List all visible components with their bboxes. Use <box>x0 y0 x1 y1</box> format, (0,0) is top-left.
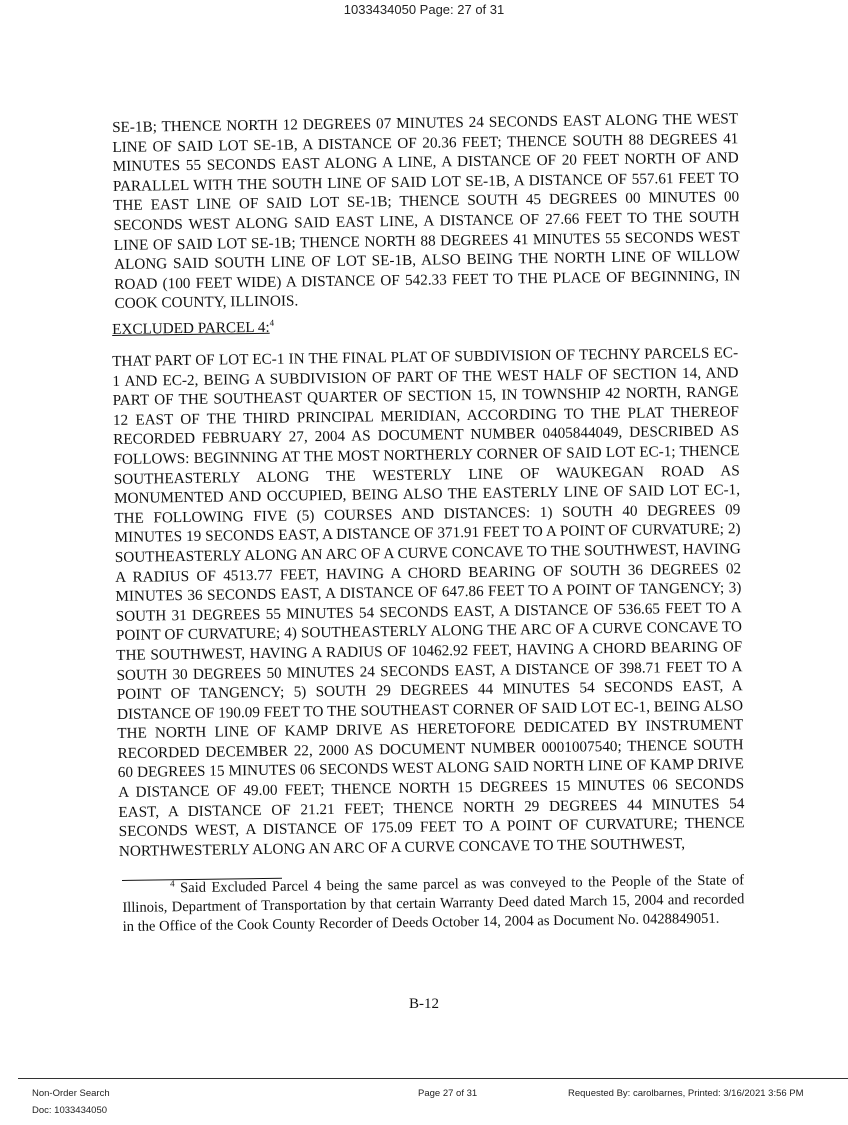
page-header: 1033434050 Page: 27 of 31 <box>343 2 505 17</box>
footer-divider <box>18 1078 848 1079</box>
paragraph-text: SE-1B; THENCE NORTH 12 DEGREES 07 MINUTES 24 SECONDS EAST ALONG THE WEST LINE OF SAID LOT SE-1B, A DISTANCE OF 20.36 FEET; THENCE SOUTH 88 DEGREES 41 MINUTES 55 SECONDS EAST ALONG A LINE, A DISTANCE OF 20 FEET NORTH OF AND PARALLEL WITH THE SOUTH LINE OF SAID LOT SE-1B, A DISTANCE OF 557.61 FEET TO THE EAST LINE OF SAID LOT SE-1B; THENCE SOUTH 45 DEGREES 00 MINUTES 00 SECONDS WEST ALONG SAID EAST LINE, A DISTANCE OF 27.66 FEET TO THE SOUTH LINE OF SAID LOT SE-1B; THENCE NORTH 88 DEGREES 41 MINUTES 55 SECONDS WEST ALONG SAID SOUTH LINE OF LOT SE-1B, ALSO BEING THE NORTH LINE OF WILLOW ROAD (100 FEET WIDE) A DISTANCE OF 542.33 FEET TO THE PLACE OF BEGINNING, IN COOK COUNTY, ILLINOIS. <box>112 110 741 313</box>
section-heading <box>112 311 738 339</box>
footer-doc-number: Doc: 1033434050 <box>32 1105 108 1116</box>
heading-text: EXCLUDED PARCEL 4: <box>112 318 270 338</box>
footnote-reference: 4 <box>269 317 275 328</box>
footer-requested-by: Requested By: carolbarnes, Printed: 3/16/2021 3:56 PM <box>568 1088 804 1099</box>
footer-page-count: Page 27 of 31 <box>418 1088 478 1099</box>
footnote-text: Said Excluded Parcel 4 being the same parcel as was conveyed to the People of the State of Illinois, Department of Transportation by that certain Warranty Deed dated March 15, 2004 and recorded in the Office of the Cook County Recorder of Deeds October 14, 2004 as Document No. 0428849051. <box>122 872 745 935</box>
page-number: B-12 <box>409 996 439 1012</box>
legal-description-continued <box>112 109 741 314</box>
footnote-marker: 4 <box>169 878 175 889</box>
paragraph-text: THAT PART OF LOT EC-1 IN THE FINAL PLAT OF SUBDIVISION OF TECHNY PARCELS EC-1 AND EC-2, BEING A SUBDIVISION OF PART OF THE WEST HALF OF SECTION 14, AND PART OF THE SOUTHEAST QUARTER OF SECTION 15, IN TOWNSHIP 42 NORTH, RANGE 12 EAST OF THE THIRD PRINCIPAL MERIDIAN, ACCORDING TO THE PLAT THEREOF RECORDED FEBRUARY 27, 2004 AS DOCUMENT NUMBER 0405844049, DESCRIBED AS FOLLOWS: BEGINNING AT THE MOST NORTHERLY CORNER OF SAID LOT EC-1; THENCE SOUTHEASTERLY ALONG THE WESTERLY LINE OF WAUKEGAN ROAD AS MONUMENTED AND OCCUPIED, BEING ALSO THE EASTERLY LINE OF SAID LOT EC-1, THE FOLLOWING FIVE (5) COURSES AND DISTANCES: 1) SOUTH 40 DEGREES 09 MINUTES 19 SECONDS EAST, A DISTANCE OF 371.91 FEET TO A POINT OF CURVATURE; 2) SOUTHEASTERLY ALONG AN ARC OF A CURVE CONCAVE TO THE SOUTHWEST, HAVING A RADIUS OF 4513.77 FEET, HAVING A CHORD BEARING OF SOUTH 36 DEGREES 02 MINUTES 36 SECONDS EAST, A DISTANCE OF 647.86 FEET TO A POINT OF TANGENCY; 3) SOUTH 31 DEGREES 55 MINUTES 54 SECONDS EAST, A DISTANCE OF 536.65 FEET TO A POINT OF CURVATURE; 4) SOUTHEASTERLY ALONG THE ARC OF A CURVE CONCAVE TO THE SOUTHWEST, HAVING A RADIUS OF 10462.92 FEET, HAVING A CHORD BEARING OF SOUTH 30 DEGREES 50 MINUTES 24 SECONDS EAST, A DISTANCE OF 398.71 FEET TO A POINT OF TANGENCY; 5) SOUTH 29 DEGREES 44 MINUTES 54 SECONDS EAST, A DISTANCE OF 190.09 FEET TO THE SOUTHEAST CORNER OF SAID LOT EC-1, BEING ALSO THE NORTH LINE OF KAMP DRIVE AS HERETOFORE DEDICATED BY INSTRUMENT RECORDED DECEMBER 22, 2000 AS DOCUMENT NUMBER 0001007540; THENCE SOUTH 60 DEGREES 15 MINUTES 06 SECONDS WEST ALONG SAID NORTH LINE OF KAMP DRIVE A DISTANCE OF 49.00 FEET; THENCE NORTH 15 DEGREES 15 MINUTES 06 SECONDS EAST, A DISTANCE OF 21.21 FEET; THENCE NORTH 29 DEGREES 44 MINUTES 54 SECONDS WEST, A DISTANCE OF 175.09 FEET TO A POINT OF CURVATURE; THENCE NORTHWESTERLY ALONG AN ARC OF A CURVE CONCAVE TO THE SOUTHWEST, <box>112 344 745 860</box>
excluded-parcel-description <box>112 343 745 861</box>
footer-search-type: Non-Order Search <box>32 1088 110 1099</box>
footnote <box>122 871 745 937</box>
